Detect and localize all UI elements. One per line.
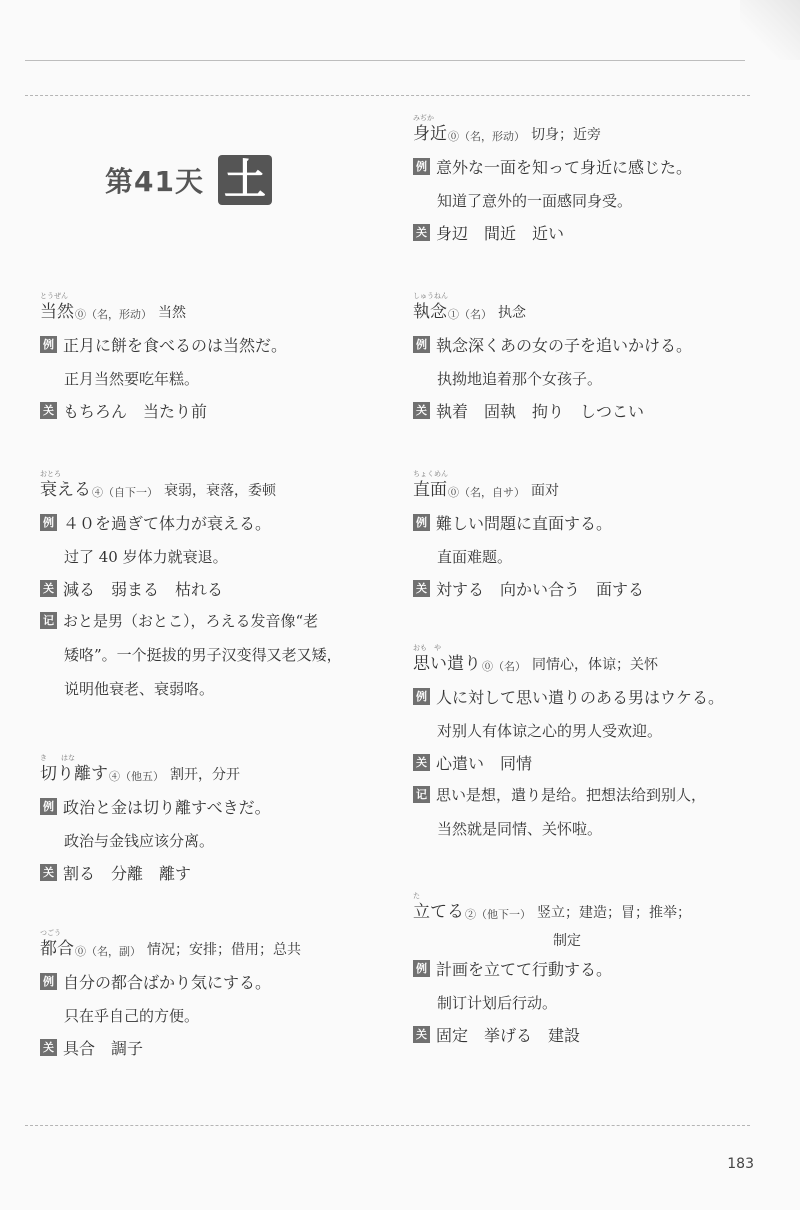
- day-title: 第41天: [105, 165, 204, 198]
- definition: 执念: [498, 305, 526, 321]
- example-sentence: 正月に餅を食べるのは当然だ。: [63, 335, 288, 355]
- translation: 对别人有体谅之心的男人受欢迎。: [437, 721, 663, 740]
- memo-line: [40, 610, 400, 630]
- translation: 制订计划后行动。: [437, 993, 558, 1012]
- translation: 过了 40 岁体力就衰退。: [64, 547, 228, 566]
- furigana: しゅうねん: [413, 292, 448, 300]
- furigana: つごう: [40, 929, 61, 937]
- furigana: き はな: [40, 754, 75, 762]
- furigana: とうぜん: [40, 292, 68, 300]
- related-tag: 关: [40, 402, 57, 419]
- part-of-speech: ②（他下一）: [465, 908, 531, 921]
- page-corner-shadow: [740, 0, 800, 60]
- page-number: 183: [727, 1156, 754, 1172]
- related-words: 対する 向かい合う 面する: [436, 579, 645, 599]
- related-words: 心遣い 同情: [436, 753, 533, 773]
- example-sentence: 政治と金は切り離すべきだ。: [63, 797, 271, 817]
- example-line: [40, 971, 400, 991]
- part-of-speech: ⓪（名，形动）: [448, 130, 525, 143]
- example-tag: 例: [40, 336, 57, 353]
- related-words: もちろん 当たり前: [63, 401, 208, 421]
- part-of-speech: ⓪（名，自サ）: [448, 486, 525, 499]
- translation: 执拗地追着那个女孩子。: [437, 369, 603, 388]
- headword: 都合: [40, 939, 74, 959]
- memo-tag: 记: [413, 786, 430, 803]
- headword-line: [413, 114, 773, 144]
- entry-touzen: [40, 292, 400, 421]
- related-words: 身辺 間近 近い: [436, 223, 565, 243]
- memo-text: 说明他衰老、衰弱咯。: [64, 680, 215, 698]
- footer-divider: [25, 1125, 750, 1126]
- headword: 当然: [40, 302, 74, 322]
- example-line: [40, 796, 400, 816]
- top-rule: [25, 60, 745, 61]
- definition: 切身；近旁: [531, 127, 601, 143]
- furigana: みぢか: [413, 114, 434, 122]
- related-tag: 关: [413, 754, 430, 771]
- related-tag: 关: [40, 580, 57, 597]
- headword: 執念: [413, 302, 447, 322]
- example-sentence: ４０を過ぎて体力が衰える。: [63, 513, 272, 533]
- example-sentence: 自分の都合ばかり気にする。: [63, 972, 272, 992]
- memo-text: 思い是想，遣り是给。把想法给到别人，: [436, 785, 707, 804]
- translation: 直面难题。: [437, 547, 513, 566]
- example-line: [40, 512, 400, 532]
- part-of-speech: ⓪（名，副）: [75, 945, 141, 958]
- day-heading: [105, 155, 272, 205]
- headword: 切り離す: [40, 764, 108, 784]
- headword-line: [413, 470, 773, 500]
- related-line: [413, 400, 773, 420]
- related-tag: 关: [40, 864, 57, 881]
- entry-mijika: [413, 114, 773, 243]
- related-tag: 关: [413, 402, 430, 419]
- related-line: [40, 400, 400, 420]
- related-line: [413, 222, 773, 242]
- headword: 思い遣り: [413, 654, 481, 674]
- memo-text: 矮咯”。一个挺拔的男子汉变得又老又矮，: [64, 646, 342, 664]
- part-of-speech: ⓪（名，形动）: [75, 308, 152, 321]
- example-tag: 例: [413, 688, 430, 705]
- headword-line: [413, 892, 773, 922]
- entry-tateru: [413, 892, 773, 1045]
- furigana: おとろ: [40, 470, 61, 478]
- related-words: 執着 固執 拘り しつこい: [436, 401, 645, 421]
- translation: 政治与金钱应该分离。: [64, 831, 215, 850]
- headword-line: [40, 929, 400, 959]
- furigana: おも や: [413, 644, 441, 652]
- related-line: [40, 862, 400, 882]
- related-tag: 关: [413, 1026, 430, 1043]
- header-divider: [25, 95, 750, 96]
- headword-line: [40, 754, 400, 784]
- related-line: [413, 752, 773, 772]
- related-words: 固定 挙げる 建設: [436, 1025, 581, 1045]
- headword: 衰える: [40, 480, 91, 500]
- related-words: 減る 弱まる 枯れる: [63, 579, 224, 599]
- related-words: 割る 分離 離す: [63, 863, 192, 883]
- part-of-speech: ⓪（名）: [482, 660, 526, 673]
- example-tag: 例: [40, 798, 57, 815]
- related-line: [413, 1024, 773, 1044]
- translation: 知道了意外的一面感同身受。: [437, 191, 633, 210]
- memo-line: [413, 784, 773, 804]
- definition: 面对: [531, 483, 559, 499]
- translation: 只在乎自己的方便。: [64, 1006, 200, 1025]
- example-line: [40, 334, 400, 354]
- headword: 直面: [413, 480, 447, 500]
- memo-text: 当然就是同情、关怀啦。: [437, 820, 603, 838]
- definition: 情况；安排；借用；总共: [147, 942, 301, 958]
- example-sentence: 意外な一面を知って身近に感じた。: [436, 157, 693, 177]
- furigana: た: [413, 892, 420, 900]
- example-tag: 例: [40, 973, 57, 990]
- related-tag: 关: [40, 1039, 57, 1056]
- definition-continued: 制定: [553, 933, 581, 949]
- part-of-speech: ①（名）: [448, 308, 492, 321]
- related-words: 具合 調子: [63, 1038, 144, 1058]
- entry-shuunen: [413, 292, 773, 421]
- example-sentence: 計画を立てて行動する。: [436, 959, 613, 979]
- example-line: [413, 958, 773, 978]
- example-sentence: 難しい問題に直面する。: [436, 513, 613, 533]
- headword-line: [40, 292, 400, 322]
- entry-otoroeru: [40, 470, 400, 698]
- headword-line: [40, 470, 400, 500]
- related-line: [40, 578, 400, 598]
- headword-line: [413, 644, 773, 674]
- definition: 衰弱，衰落，委顿: [164, 483, 276, 499]
- example-tag: 例: [413, 336, 430, 353]
- memo-tag: 记: [40, 612, 57, 629]
- related-line: [413, 578, 773, 598]
- entry-tsugou: [40, 929, 400, 1058]
- example-tag: 例: [413, 158, 430, 175]
- headword: 身近: [413, 124, 447, 144]
- example-line: [413, 686, 773, 706]
- memo-text: おと是男（おとこ），ろえる发音像“老: [63, 611, 319, 630]
- headword-line: [413, 292, 773, 322]
- example-tag: 例: [413, 960, 430, 977]
- related-tag: 关: [413, 224, 430, 241]
- part-of-speech: ④（自下一）: [92, 486, 158, 499]
- headword: 立てる: [413, 902, 464, 922]
- part-of-speech: ④（他五）: [109, 770, 164, 783]
- definition: 竖立；建造；冒；推举；: [537, 905, 691, 921]
- day-kanji-badge: 土: [218, 155, 272, 205]
- example-sentence: 人に対して思い遣りのある男はウケる。: [436, 687, 725, 707]
- related-line: [40, 1037, 400, 1057]
- entry-kirihanasu: [40, 754, 400, 883]
- related-tag: 关: [413, 580, 430, 597]
- example-tag: 例: [40, 514, 57, 531]
- example-line: [413, 512, 773, 532]
- example-sentence: 執念深くあの女の子を追いかける。: [436, 335, 693, 355]
- definition: 当然: [158, 305, 186, 321]
- entry-omoiyari: [413, 644, 773, 838]
- furigana: ちょくめん: [413, 470, 448, 478]
- translation: 正月当然要吃年糕。: [64, 369, 200, 388]
- entry-chokumen: [413, 470, 773, 599]
- example-line: [413, 156, 773, 176]
- definition: 割开，分开: [170, 767, 240, 783]
- definition: 同情心，体谅；关怀: [532, 657, 658, 673]
- example-line: [413, 334, 773, 354]
- example-tag: 例: [413, 514, 430, 531]
